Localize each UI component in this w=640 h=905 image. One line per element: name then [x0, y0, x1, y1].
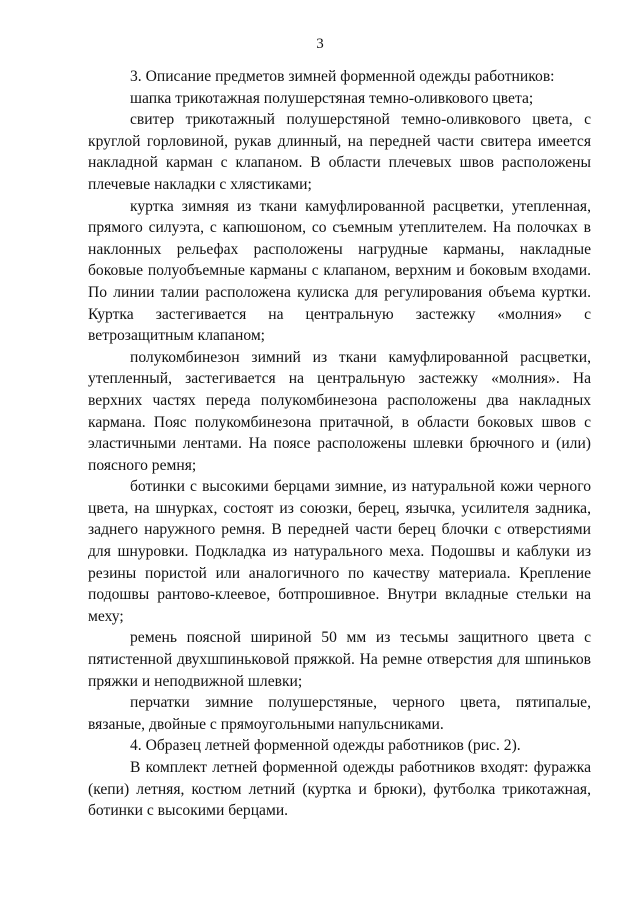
- section-4-heading: 4. Образец летней форменной одежды работников (рис. 2).: [130, 737, 521, 755]
- paragraph-hat: шапка трикотажная полушерстяная темно-оливкового цвета;: [130, 89, 534, 107]
- paragraph-gloves: перчатки зимние полушерстяные, черного цвета, пятипалые, вязаные, двойные с прямоугольными напульсниками.: [88, 694, 591, 733]
- section-3-heading: 3. Описание предметов зимней форменной одежды работников:: [130, 68, 555, 85]
- paragraph-overalls: полукомбинезон зимний из ткани камуфлированной расцветки, утепленный, застегивается на центральную застежку «молния». На верхних частях переда полукомбинезона расположены два накладных кармана. Пояс полукомбинезона притачной, в области боковых швов с эластичными лентами. На поясе расположены шлевки брючного и (или) поясного ремня;: [88, 348, 591, 474]
- paragraph-jacket: куртка зимняя из ткани камуфлированной расцветки, утепленная, прямого силуэта, с капюшоном, со съемным утеплителем. На полочках в наклонных рельефах расположены нагрудные карманы, накладные боковые полуобъемные карманы с клапаном, верхним и боковым входами. По линии талии расположена кулиска для регулирования объема куртки. Куртка застегивается на центральную застежку «молния» с ветрозащитным клапаном;: [88, 197, 591, 345]
- paragraph-boots: ботинки с высокими берцами зимние, из натуральной кожи черного цвета, на шнурках, состоят из союзки, берец, язычка, усилителя задника, заднего наружного ремня. В передней части берец блочки с отверстиями для шнуровки. Подкладка из натурального меха. Подошвы и каблуки из резины пористой или аналогичного по качеству материала. Крепление подошвы рантово-клеевое, ботпрошивное. Внутри вкладные стельки на меху;: [88, 478, 591, 625]
- paragraph-summer-kit: В комплект летней форменной одежды работников входят: фуражка (кепи) летняя, костюм летний (куртка и брюки), футболка трикотажная, ботинки с высокими берцами.: [88, 759, 591, 820]
- page-number: 3: [316, 36, 324, 52]
- document-body: [88, 66, 591, 822]
- paragraph-belt: ремень поясной шириной 50 мм из тесьмы защитного цвета с пятистенной двухшпиньковой пряжкой. На ремне отверстия для шпиньков пряжки и неподвижной шлевки;: [88, 629, 591, 690]
- paragraph-sweater: свитер трикотажный полушерстяной темно-оливкового цвета, с круглой горловиной, рукав длинный, на передней части свитера имеется накладной карман с клапаном. В области плечевых швов расположены плечевые накладки с хлястиками;: [88, 111, 591, 193]
